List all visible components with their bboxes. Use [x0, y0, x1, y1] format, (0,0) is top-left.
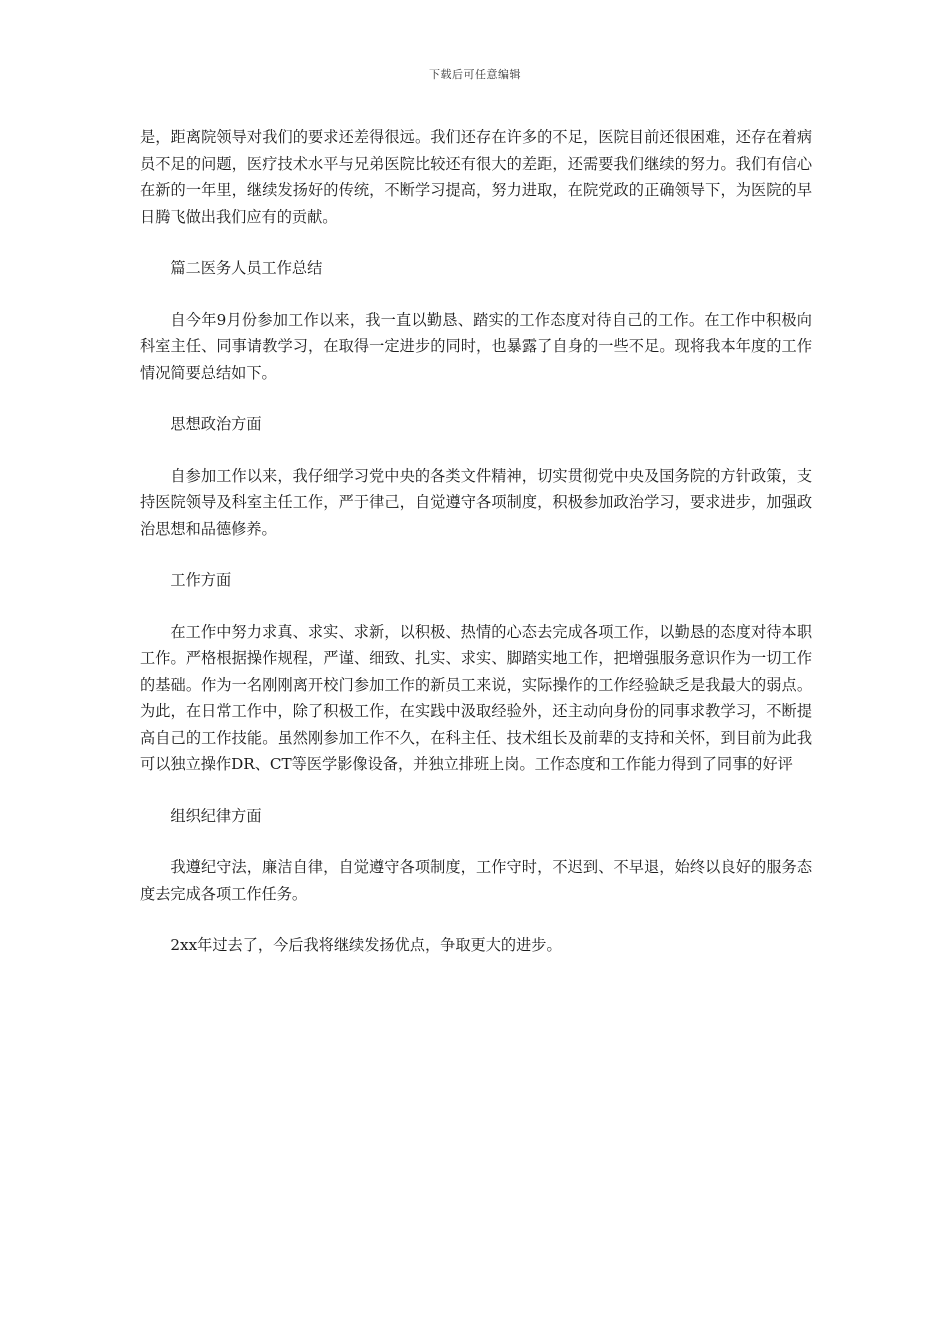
political-heading: 思想政治方面 — [170, 415, 262, 433]
intro-paragraph: 是，距离院领导对我们的要求还差得很远。我们还存在许多的不足，医院目前还很困难，还存在着病员不足的问题，医疗技术水平与兄弟医院比较还有很大的差距，还需要我们继续的努力。我们有信心在新的一年里，继续发扬好的传统，不断学习提高，努力进取，在院党政的正确领导下，为医院的早日腾飞做出我们应有的贡献。 — [140, 128, 812, 226]
discipline-paragraph: 我遵纪守法，廉洁自律，自觉遵守各项制度，工作守时，不迟到、不早退，始终以良好的服务态度去完成各项工作任务。 — [140, 858, 812, 903]
page-header: 下载后可任意编辑 — [429, 68, 521, 81]
work-paragraph: 在工作中努力求真、求实、求新，以积极、热情的心态去完成各项工作，以勤恳的态度对待本职工作。严格根据操作规程，严谨、细致、扎实、求实、脚踏实地工作，把增强服务意识作为一切工作的基础。作为一名刚刚离开校门参加工作的新员工来说，实际操作的工作经验缺乏是我最大的弱点。为此，在日常工作中，除了积极工作，在实践中汲取经验外，还主动向身份的同事求教学习，不断提高自己的工作技能。虽然刚参加工作不久，在科主任、技术组长及前辈的支持和关怀，到目前为此我可以独立操作DR、CT等医学影像设备，并独立排班上岗。工作态度和工作能力得到了同事的好评 — [140, 622, 812, 773]
section-title: 篇二医务人员工作总结 — [170, 259, 323, 277]
closing-paragraph: 2xx年过去了，今后我将继续发扬优点，争取更大的进步。 — [170, 936, 562, 954]
opening-paragraph: 自今年9月份参加工作以来，我一直以勤恳、踏实的工作态度对待自己的工作。在工作中积极向科室主任、同事请教学习，在取得一定进步的同时，也暴露了自身的一些不足。现将我本年度的工作情况简要总结如下。 — [140, 310, 812, 382]
document-body — [140, 124, 812, 984]
discipline-heading: 组织纪律方面 — [170, 806, 262, 825]
work-heading: 工作方面 — [170, 571, 232, 589]
political-paragraph: 自参加工作以来，我仔细学习党中央的各类文件精神，切实贯彻党中央及国务院的方针政策，支持医院领导及科室主任工作，严于律己，自觉遵守各项制度，积极参加政治学习，要求进步，加强政治思想和品德修养。 — [140, 466, 812, 538]
